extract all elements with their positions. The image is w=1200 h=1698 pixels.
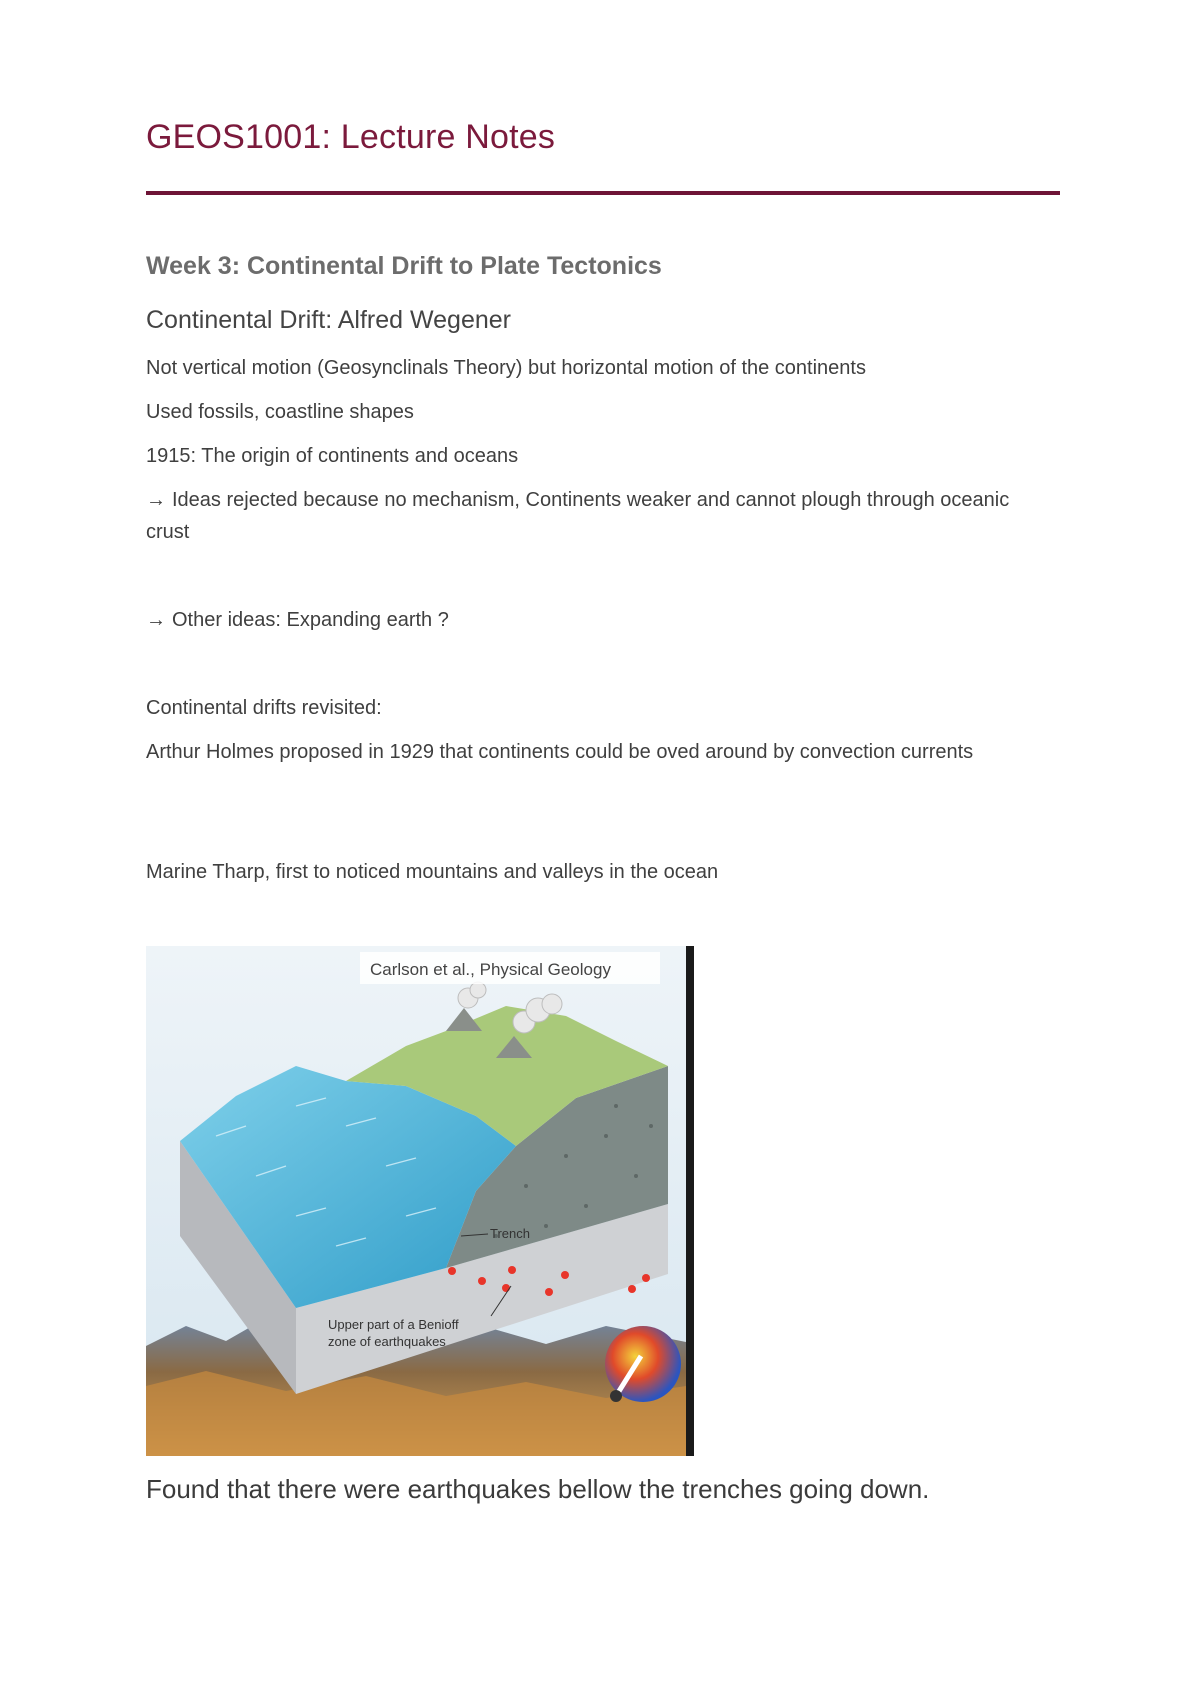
benioff-label-line1: Upper part of a Benioff — [328, 1317, 459, 1332]
paragraph-origin: 1915: The origin of continents and oceans — [146, 445, 519, 467]
globe-logo-pen-tip — [610, 1390, 622, 1402]
paragraph-rejected-text: Ideas rejected because no mechanism, Continents weaker and cannot plough through oceanic crust — [146, 489, 1010, 543]
paragraph-rejected — [146, 484, 1046, 548]
figure-caption: Found that there were earthquakes bellow the trenches going down. — [146, 1474, 930, 1504]
paragraph-expanding-earth-text: Other ideas: Expanding earth ? — [172, 609, 449, 631]
figure-right-border — [686, 946, 694, 1456]
paragraph-holmes: Arthur Holmes proposed in 1929 that continents could be oved around by convection currents — [146, 741, 974, 763]
paragraph-fossils: Used fossils, coastline shapes — [146, 401, 414, 423]
paragraph-tharp: Marine Tharp, first to noticed mountains and valleys in the ocean — [146, 861, 719, 883]
week-heading: Week 3: Continental Drift to Plate Tectonics — [146, 252, 662, 280]
figure-credit: Carlson et al., Physical Geology — [370, 960, 611, 979]
benioff-label-line2: zone of earthquakes — [328, 1334, 446, 1349]
title-divider — [146, 191, 1060, 195]
arrow-icon: → — [146, 609, 166, 631]
subduction-diagram — [146, 946, 694, 1456]
paragraph-expanding-earth — [146, 604, 1046, 636]
section-heading: Continental Drift: Alfred Wegener — [146, 306, 512, 334]
arrow-icon: → — [146, 489, 166, 511]
paragraph-vertical-motion: Not vertical motion (Geosynclinals Theory) but horizontal motion of the continents — [146, 357, 866, 379]
subduction-diagram-svg — [146, 946, 694, 1456]
paragraph-drifts-revisited: Continental drifts revisited: — [146, 697, 382, 719]
document-title: GEOS1001: Lecture Notes — [146, 118, 556, 156]
trench-label: Trench — [490, 1226, 530, 1241]
